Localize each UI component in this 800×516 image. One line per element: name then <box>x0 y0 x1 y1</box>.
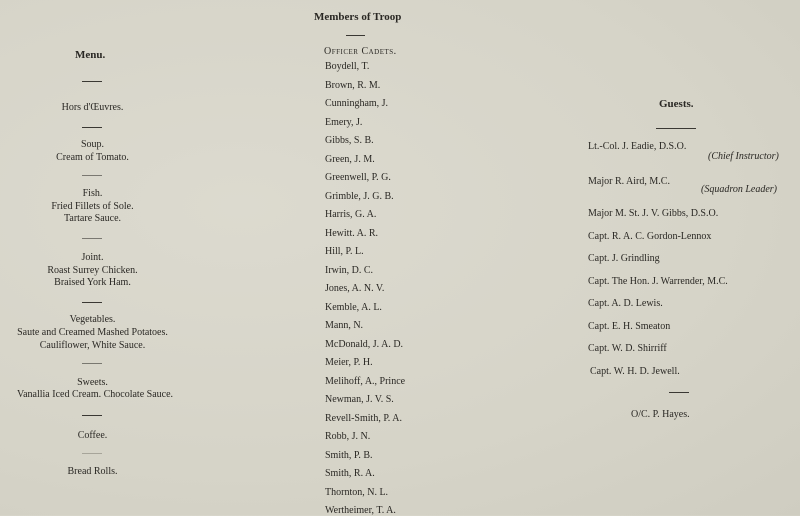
member: Jones, A. N. V. <box>325 283 385 294</box>
guest-name: Capt. A. D. Lewis. <box>588 298 663 309</box>
divider <box>82 363 102 364</box>
member: Gibbs, S. B. <box>325 135 374 146</box>
member: Smith, R. A. <box>325 468 375 479</box>
divider <box>82 81 102 82</box>
divider <box>82 302 102 303</box>
guest-role: (Squadron Leader) <box>701 184 778 195</box>
member: Thornton, N. L. <box>325 487 389 498</box>
course-vegetables-item: Saute and Creamed Mashed Potatoes. <box>17 327 168 338</box>
guests-title: Guests. <box>659 98 694 110</box>
member: Smith, P. B. <box>325 450 373 461</box>
member: Harris, G. A. <box>325 209 377 220</box>
guest-name: Capt. E. H. Smeaton <box>588 321 671 332</box>
course-vegetables-item: Cauliflower, White Sauce. <box>39 340 146 351</box>
member: McDonald, J. A. D. <box>325 339 404 350</box>
menu-title: Menu. <box>75 49 106 61</box>
divider <box>82 453 102 454</box>
course-bread-rolls: Bread Rolls. <box>67 466 118 477</box>
guest-name: Lt.-Col. J. Eadie, D.S.O. <box>588 141 687 152</box>
guest-name: Major M. St. J. V. Gibbs, D.S.O. <box>588 208 719 219</box>
member: Brown, R. M. <box>325 80 381 91</box>
guest-role: (Chief Instructor) <box>708 151 779 162</box>
course-joint: Joint. <box>81 252 104 263</box>
member: Green, J. M. <box>325 154 375 165</box>
troop-title: Members of Troop <box>314 11 402 23</box>
course-joint-item: Roast Surrey Chicken. <box>47 265 138 276</box>
member: Melihoff, A., Prince <box>325 376 406 387</box>
member: Boydell, T. <box>325 61 370 72</box>
member: Greenwell, P. G. <box>325 172 391 183</box>
course-fish-item: Fried Fillets of Sole. <box>51 201 134 212</box>
member: Irwin, D. C. <box>325 265 374 276</box>
course-fish-item: Tartare Sauce. <box>63 213 122 224</box>
member: Robb, J. N. <box>325 431 371 442</box>
member: Meier, P. H. <box>325 357 373 368</box>
guest-name: Capt. The Hon. J. Warrender, M.C. <box>588 276 728 287</box>
divider <box>346 35 365 36</box>
member: Revell-Smith, P. A. <box>325 413 402 424</box>
divider <box>82 238 102 239</box>
divider <box>82 127 102 128</box>
guests-footer: O/C. P. Hayes. <box>631 409 690 420</box>
divider <box>656 128 696 129</box>
member: Mann, N. <box>325 320 364 331</box>
member: Kemble, A. L. <box>325 302 382 313</box>
member: Hill, P. L. <box>325 246 364 257</box>
course-coffee: Coffee. <box>77 430 108 441</box>
course-soup: Soup. <box>80 139 105 150</box>
member: Cunningham, J. <box>325 98 389 109</box>
troop-subtitle: Officer Cadets. <box>324 46 397 57</box>
course-soup-item: Cream of Tomato. <box>56 152 129 163</box>
course-fish: Fish. <box>82 188 103 199</box>
course-hors-doeuvres: Hors d'Œuvres. <box>61 102 124 113</box>
course-sweets-item: Vanallia Iced Cream. Chocolate Sauce. <box>16 389 174 400</box>
course-joint-item: Braised York Ham. <box>54 277 131 288</box>
divider <box>82 175 102 176</box>
member: Grimble, J. G. B. <box>325 191 394 202</box>
course-vegetables: Vegetables. <box>69 314 116 325</box>
member: Emery, J. <box>325 117 363 128</box>
member: Newman, J. V. S. <box>325 394 394 405</box>
member: Hewitt. A. R. <box>325 228 379 239</box>
guest-name: Capt. J. Grindling <box>588 253 660 264</box>
member: Wertheimer, T. A. <box>325 505 396 516</box>
guest-name: Capt. R. A. C. Gordon-Lennox <box>588 231 712 242</box>
course-sweets: Sweets. <box>77 377 108 388</box>
guest-name: Capt. W. H. D. Jewell. <box>590 366 680 377</box>
guest-name: Major R. Aird, M.C. <box>588 176 670 187</box>
divider <box>669 392 689 393</box>
guest-name: Capt. W. D. Shirriff <box>588 343 667 354</box>
divider <box>82 415 102 416</box>
